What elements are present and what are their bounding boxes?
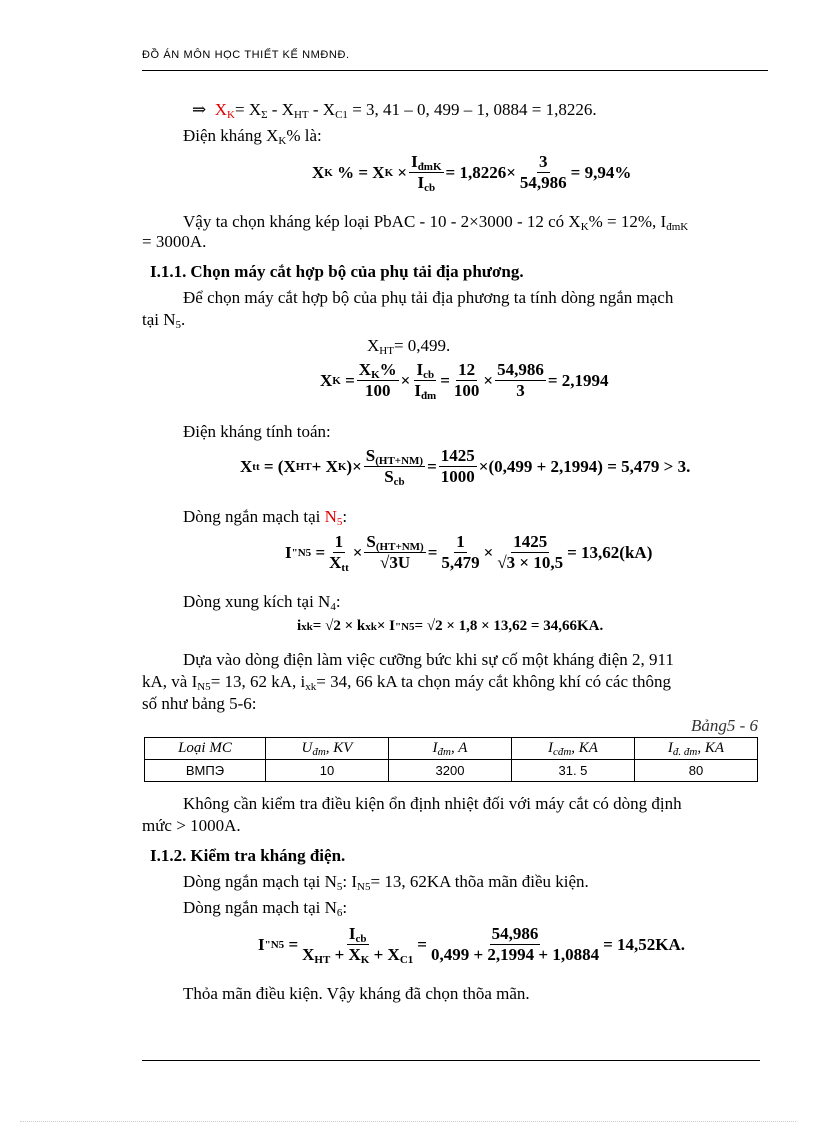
paragraph-de-chon: Để chọn máy cắt hợp bộ của phụ tải địa phương ta tính dòng ngắn mạch xyxy=(183,288,674,307)
table-cell: BMПЭ xyxy=(145,760,266,782)
paragraph-dong-ngan-mach-n5: Dòng ngắn mạch tại $N_5$: xyxy=(183,507,348,528)
table-cell: 31. 5 xyxy=(511,760,634,782)
header-i-d-dm: $I_{đ. đm}$, KA xyxy=(634,738,757,760)
equation-ixk: i xk = √2 × k xk × I " N5 = √2 × 1,8 × 13,62 = 34,66KA. xyxy=(297,618,604,634)
header-rule xyxy=(142,70,768,71)
header-loai-mc: Loại MC xyxy=(145,738,266,760)
equation-in6: I " N5 = $\frac{I_{cb}}{X_{HT} + X_K + X_{C1}}$ = $\frac{54,986}{0,499 + 2,1994 + 1,0884}$ = 14,52KA. xyxy=(258,924,686,966)
paragraph-thoa-man: Thỏa mãn điều kiện. Vậy kháng đã chọn thõa mãn. xyxy=(183,984,530,1003)
equation-xht: $X_{HT}= 0,499$. xyxy=(367,336,451,357)
breaker-table xyxy=(144,737,758,782)
paragraph-dua-vao-2: kA, và $I_{N5}= 13$, 62 kA, $i_{xk}= 34$, 66 kA ta chọn máy cắt không khí có các thông xyxy=(142,672,671,693)
paragraph-dien-khang: Điện kháng $X_K\%$ là: xyxy=(183,126,322,147)
table-header-row xyxy=(145,738,758,760)
equation-xk-percent: X K % = X K × $\frac{I_{đmK}}{I_{cb}}$ = 1,8226× $\frac{3}{54,986}$ = 9,94% xyxy=(312,152,632,194)
paragraph-dua-vao-3: số như bảng 5-6: xyxy=(142,694,257,713)
header-u: $U_{đm}$, KV xyxy=(265,738,388,760)
paragraph-de-chon-cont: tại $N_5$. xyxy=(142,310,186,331)
paragraph-dnm-n6: Dòng ngắn mạch tại $N_6$: xyxy=(183,898,348,919)
section-heading-1-1-2: I.1.2. Kiểm tra kháng điện. xyxy=(150,846,346,865)
equation-in5: I " N5 = $\frac{1}{X_{tt}}$ × $\frac{S_{(HT+NM)}}{√3U}$ = $\frac{1}{5,479}$ × $\frac{1425}{√3 \times 10,5}$ = 13,62(kA) xyxy=(285,532,653,574)
paragraph-dnm-n5: Dòng ngắn mạch tại $N_5$: $I_{N5}= 13$, 62KA thõa mãn điều kiện. xyxy=(183,872,589,893)
table-row xyxy=(145,760,758,782)
equation-xtt: X tt = (X HT + X K )× $\frac{S_{(HT+NM)}}{S_{cb}}$ = $\frac{1425}{1000}$ ×(0,499 + 2,1994) = 5,479 > 3. xyxy=(240,446,691,488)
header-i-cdm: $I_{cđm}$, KA xyxy=(511,738,634,760)
page-header: ĐỒ ÁN MÔN HỌC THIẾT KẾ NMĐNĐ. xyxy=(142,49,350,61)
paragraph-khong-can-2: mức > 1000A. xyxy=(142,816,241,835)
header-i-dm: $I_{đm}$, A xyxy=(388,738,511,760)
section-heading-1-1-1: I.1.1. Chọn máy cắt hợp bộ của phụ tải địa phương. xyxy=(150,262,524,281)
paragraph-dien-khang-tinh-toan: Điện kháng tính toán: xyxy=(183,422,331,441)
paragraph-khong-can: Không cần kiểm tra điều kiện ổn định nhiệt đối với máy cắt có dòng định xyxy=(183,794,682,813)
page-edge xyxy=(20,1121,796,1122)
table-caption: Bảng5 - 6 xyxy=(690,716,758,735)
paragraph-dong-xung-kich: Dòng xung kích tại $N_4$: xyxy=(183,592,341,613)
table-cell: 3200 xyxy=(388,760,511,782)
paragraph-vay-chon: Vậy ta chọn kháng kép loại PbAC - 10 - 2×3000 - 12 có $X_K\% = 12\%$, $I_{đmK}$ xyxy=(183,212,689,233)
paragraph-dua-vao: Dựa vào dòng điện làm việc cưỡng bức khi sự cố một kháng điện 2, 911 xyxy=(183,650,674,669)
equation-xk-line: ⇒ $X_K= X_\Sigma - X_{HT} - X_{C1} = 3$, 41 – 0, 499 – 1, 0884 = 1,8226. xyxy=(192,100,597,121)
equation-xk-value: X K = $\frac{X_K\%}{100}$ × $\frac{I_{cb}}{I_{đm}}$ = $\frac{12}{100}$ × $\frac{54,986}{3}$ = 2,1994 xyxy=(320,360,609,402)
table-cell: 80 xyxy=(634,760,757,782)
footer-rule xyxy=(142,1060,760,1061)
table-cell: 10 xyxy=(265,760,388,782)
paragraph-vay-chon-cont: = 3000A. xyxy=(142,232,207,251)
